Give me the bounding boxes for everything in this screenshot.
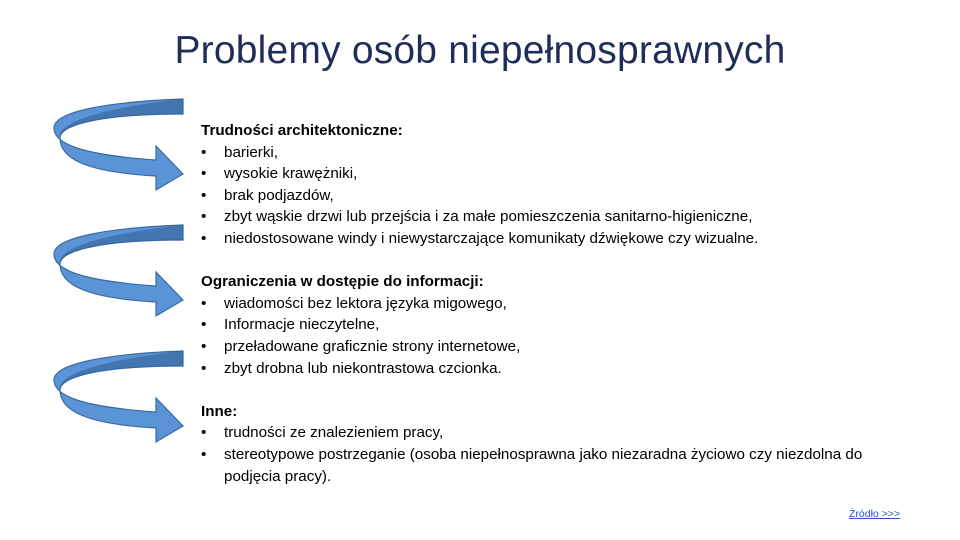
list-item: [201, 293, 921, 315]
section-architectural: [201, 120, 921, 250]
slide-title: Problemy osób niepełnosprawnych: [174, 29, 786, 72]
bullet-list: [201, 422, 921, 487]
curved-arrow-icon: [44, 222, 194, 318]
list-item-text: zbyt drobna lub niekontrastowa czcionka.: [224, 359, 502, 377]
bullet-icon: •: [201, 294, 207, 312]
bullet-list: [201, 142, 921, 250]
bullet-icon: •: [201, 359, 207, 377]
bullet-icon: •: [201, 186, 207, 204]
bullet-icon: •: [201, 337, 207, 355]
list-item: [201, 336, 921, 358]
section-other: [201, 401, 921, 487]
list-item-text: barierki,: [224, 143, 279, 161]
bullet-list: [201, 293, 921, 379]
list-item-text: brak podjazdów,: [224, 186, 334, 204]
bullet-icon: •: [201, 143, 207, 161]
list-item: [201, 163, 921, 185]
section-heading: Ograniczenia w dostępie do informacji:: [201, 273, 484, 291]
section-heading: Trudności architektoniczne:: [201, 122, 403, 139]
list-item: [201, 314, 921, 336]
bullet-icon: •: [201, 229, 207, 247]
section-information-access: [201, 271, 921, 379]
list-item-text: zbyt wąskie drzwi lub przejścia i za małe pomieszczenia sanitarno-higieniczne,: [224, 208, 753, 226]
source-link[interactable]: Źródło >>>: [849, 508, 901, 520]
content-body: [201, 120, 921, 509]
bullet-icon: •: [201, 445, 207, 463]
list-item-text: Informacje nieczytelne,: [224, 316, 380, 334]
list-item: [201, 444, 921, 487]
list-item: [201, 358, 921, 380]
list-item: [201, 142, 921, 164]
list-item: [201, 206, 921, 228]
curved-arrow-icon: [44, 96, 194, 192]
list-item: [201, 228, 921, 250]
curved-arrow-icon: [44, 348, 194, 444]
list-item-text: stereotypowe postrzeganie (osoba niepełnosprawna jako niezaradna życiowo czy niezdolna do podjęcia pracy).: [224, 445, 863, 485]
bullet-icon: •: [201, 165, 207, 183]
bullet-icon: •: [201, 424, 207, 442]
list-item-text: trudności ze znalezieniem pracy,: [224, 424, 444, 442]
list-item-text: wiadomości bez lektora języka migowego,: [224, 294, 507, 312]
bullet-icon: •: [201, 208, 207, 226]
list-item: [201, 185, 921, 207]
list-item-text: wysokie krawężniki,: [224, 165, 358, 183]
section-heading: Inne:: [201, 402, 238, 420]
list-item-text: niedostosowane windy i niewystarczające komunikaty dźwiękowe czy wizualne.: [224, 229, 759, 247]
list-item-text: przeładowane graficznie strony internetowe,: [224, 337, 521, 355]
list-item: [201, 422, 921, 444]
bullet-icon: •: [201, 316, 207, 334]
